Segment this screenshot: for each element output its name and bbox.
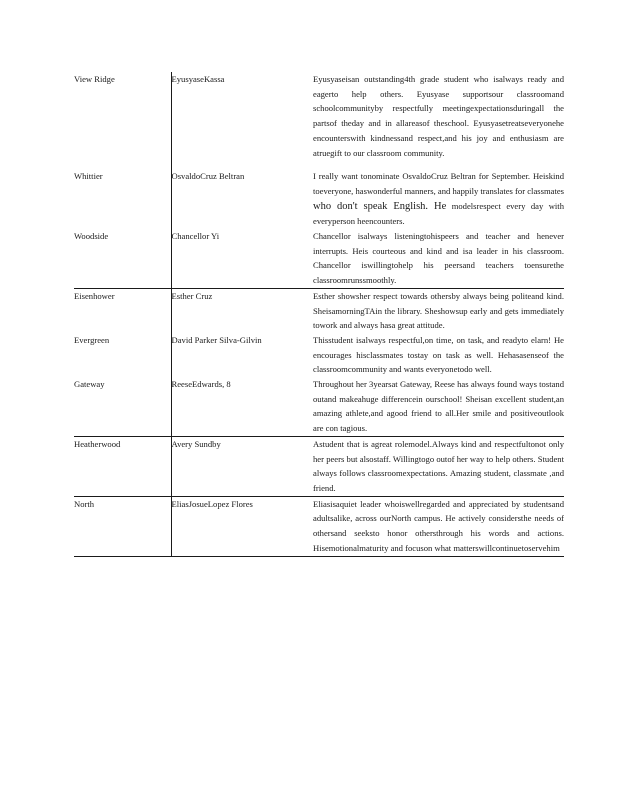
- school-cell: View Ridge: [74, 74, 115, 84]
- table-row: [74, 72, 564, 160]
- description-cell: Chancellor isalways listeningtohispeers and teacher and henever interrupts. Heis courteous and kind and isa leader in his classroom. Chancellor iswillingtohelp his peersand teachers toensurethe classroomrunssmoothly.: [313, 231, 564, 286]
- description-cell: Throughout her 3yearsat Gateway, Reese has always found ways tostand outand makeahuge differencein ourschool! Sheisan excellent student,an amazing athlete,and agood friend to all.Her smile and positiveoutlook are con tagious.: [313, 379, 564, 434]
- table-row: [74, 436, 564, 496]
- description-text: modelsrespect every day with everyperson heencounters.: [313, 200, 564, 227]
- nominee-table: [74, 72, 564, 557]
- school-cell: North: [74, 496, 171, 556]
- table-row: [74, 377, 564, 436]
- description-cell: Eyusyaseisan outstanding4th grade student who isalways ready and eagerto help others. Eyusyase supportsour classroomand schoolcommunityby respectfully meetingexpectationsduringall the partsof theday and in allareasof theschool. Eyusyasetreatseveryonehe encounterswith kindnessand respect,and his joy and enthusiasm are atruegift to our classroom community.: [313, 74, 564, 158]
- school-cell: Evergreen: [74, 334, 110, 345]
- student-name-cell: EyusyaseKassa: [171, 72, 313, 160]
- student-name-cell: Avery Sundby: [171, 436, 313, 496]
- description-cell: Esther showsher respect towards othersby always being politeand kind. SheisamorningTAin the library. Sheshowsup early and gets immediately towork and always hasa great attitude.: [313, 288, 564, 333]
- description-cell: Eliasisaquiet leader whoiswellregarded and appreciated by studentsand adultsalike, across ourNorth campus. He actively considersthe needs of othersand seeksto honor othersthrough his words and actions. Hisemotionalmaturity and focuson what matterswillcontinuetoservehim: [313, 496, 564, 556]
- description-text-large: who don't speak English. He: [313, 200, 447, 212]
- student-name-cell: David Parker Silva-Gilvin: [171, 333, 313, 377]
- table-row: [74, 496, 564, 556]
- school-cell: Woodside: [74, 231, 109, 242]
- student-name-cell: OsvaldoCruz Beltran: [171, 160, 313, 229]
- student-name-cell: Esther Cruz: [171, 288, 313, 333]
- description-cell: Thisstudent isalways respectful,on time, on task, and readyto elarn! He encourages hisclassmates tostay on task as well. Hehasasenseof the classroomcommunity and wants everyonetodo well.: [313, 334, 564, 375]
- table-row: [74, 288, 564, 333]
- description-cell: [313, 160, 564, 229]
- student-name-cell: ReeseEdwards, 8: [171, 377, 313, 436]
- school-cell: Heatherwood: [74, 436, 171, 496]
- school-cell: Eisenhower: [74, 288, 171, 333]
- school-cell: Whittier: [74, 171, 103, 182]
- description-text: I really want tonominate OsvaldoCruz Beltran for September. Heiskind toeveryone, haswonderful manners, and happily translates for classmates: [313, 171, 564, 196]
- table-row: [74, 229, 564, 288]
- school-cell: Gateway: [74, 379, 105, 390]
- student-name-cell: Chancellor Yi: [171, 229, 313, 288]
- table-row: [74, 333, 564, 377]
- table-row: [74, 160, 564, 229]
- description-cell: Astudent that is agreat rolemodel.Always kind and respectfultonot only her peers but alsostaff. Willingtogo outof her way to help others. Student always follows classroomexpectations. Amazing student, classmate ,and friend.: [313, 436, 564, 496]
- student-name-cell: EliasJosueLopez Flores: [171, 496, 313, 556]
